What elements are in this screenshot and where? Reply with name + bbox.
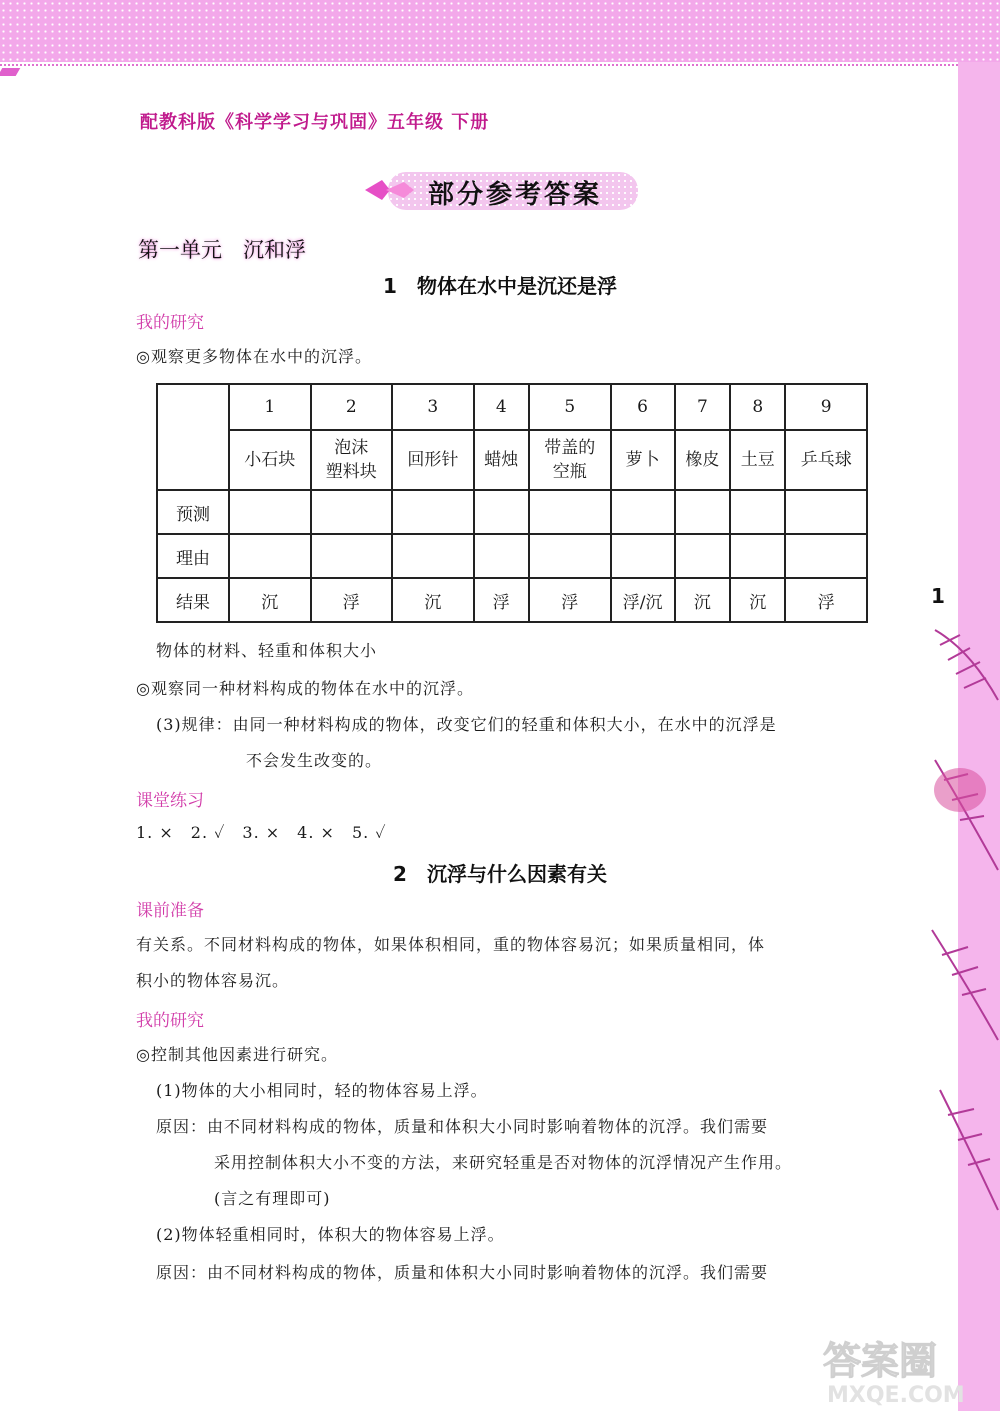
- table-result: 沉: [675, 578, 730, 622]
- watermark-line-1: 答案圈: [823, 1339, 938, 1383]
- item-1: (1)物体的大小相同时，轻的物体容易上浮。: [156, 1081, 488, 1100]
- table-corner: [157, 384, 229, 490]
- table-object: 带盖的 空瓶: [529, 430, 611, 490]
- table-result: 沉: [730, 578, 785, 622]
- reason-1-line-3: (言之有理即可): [214, 1189, 331, 1208]
- top-dotted-divider: [0, 64, 958, 66]
- section-my-research-2: 我的研究: [136, 1011, 204, 1031]
- rule-line-2: 不会发生改变的。: [246, 751, 383, 770]
- lesson-1-title: 1 物体在水中是沉还是浮: [383, 274, 617, 298]
- observe-instruction-1: ◎观察更多物体在水中的沉浮。: [136, 347, 372, 366]
- lesson-2-title: 2 沉浮与什么因素有关: [393, 862, 607, 886]
- factor-answer: 物体的材料、轻重和体积大小: [156, 641, 378, 660]
- fern-decoration: [930, 610, 1000, 1330]
- reason-1-line-1: 原因：由不同材料构成的物体，质量和体积大小同时影响着物体的沉浮。我们需要: [156, 1117, 769, 1136]
- top-decorative-band: [0, 0, 1000, 62]
- table-number: 7: [675, 384, 730, 430]
- row-label-prediction: 预测: [157, 490, 229, 534]
- table-object: 小石块: [229, 430, 311, 490]
- ribbon-icon: [360, 176, 420, 206]
- row-label-reason: 理由: [157, 534, 229, 578]
- section-my-research: 我的研究: [136, 313, 204, 333]
- table-result: 浮: [311, 578, 393, 622]
- watermark-logo: [815, 1330, 995, 1408]
- table-result: 浮/沉: [611, 578, 675, 622]
- prep-line-2: 积小的物体容易沉。: [136, 971, 290, 990]
- table-object: 土豆: [730, 430, 785, 490]
- table-object: 回形针: [392, 430, 474, 490]
- table-object: 泡沫 塑料块: [311, 430, 393, 490]
- prep-line-1: 有关系。不同材料构成的物体，如果体积相同，重的物体容易沉；如果质量相同，体: [136, 935, 766, 954]
- table-result: 浮: [529, 578, 611, 622]
- control-instruction: ◎控制其他因素进行研究。: [136, 1045, 338, 1064]
- unit-title: 第一单元 沉和浮: [138, 238, 306, 262]
- observation-table: [156, 383, 868, 623]
- section-practice: 课堂练习: [136, 791, 204, 811]
- row-label-result: 结果: [157, 578, 229, 622]
- practice-answers: 1. × 2. ✓ 3. × 4. × 5. ✓: [136, 823, 387, 842]
- table-object: 橡皮: [675, 430, 730, 490]
- book-header: 配教科版《科学学习与巩固》五年级 下册: [140, 112, 490, 133]
- watermark-line-2: MXQE.COM: [827, 1383, 965, 1408]
- section-preparation: 课前准备: [136, 901, 204, 921]
- answer-banner: [360, 166, 640, 218]
- table-object: 乒乓球: [785, 430, 867, 490]
- item-2: (2)物体轻重相同时，体积大的物体容易上浮。: [156, 1225, 505, 1244]
- table-result: 沉: [229, 578, 311, 622]
- corner-accent: [0, 68, 20, 76]
- table-result: 浮: [785, 578, 867, 622]
- table-number: 4: [474, 384, 529, 430]
- reason-1-line-2: 采用控制体积大小不变的方法，来研究轻重是否对物体的沉浮情况产生作用。: [214, 1153, 793, 1172]
- table-number: 9: [785, 384, 867, 430]
- banner-title: 部分参考答案: [428, 180, 603, 210]
- table-result: 沉: [392, 578, 474, 622]
- table-object: 蜡烛: [474, 430, 529, 490]
- table-number: 1: [229, 384, 311, 430]
- observe-instruction-2: ◎观察同一种材料构成的物体在水中的沉浮。: [136, 679, 474, 698]
- table-result: 浮: [474, 578, 529, 622]
- table-number: 6: [611, 384, 675, 430]
- reason-2-line-1: 原因：由不同材料构成的物体，质量和体积大小同时影响着物体的沉浮。我们需要: [156, 1263, 769, 1282]
- table-number: 8: [730, 384, 785, 430]
- page-number: 1: [918, 582, 958, 610]
- table-number: 5: [529, 384, 611, 430]
- table-number: 2: [311, 384, 393, 430]
- rule-line-1: (3)规律：由同一种材料构成的物体，改变它们的轻重和体积大小，在水中的沉浮是: [156, 715, 777, 734]
- table-object: 萝卜: [611, 430, 675, 490]
- table-number: 3: [392, 384, 474, 430]
- tiger-icon: [934, 768, 986, 812]
